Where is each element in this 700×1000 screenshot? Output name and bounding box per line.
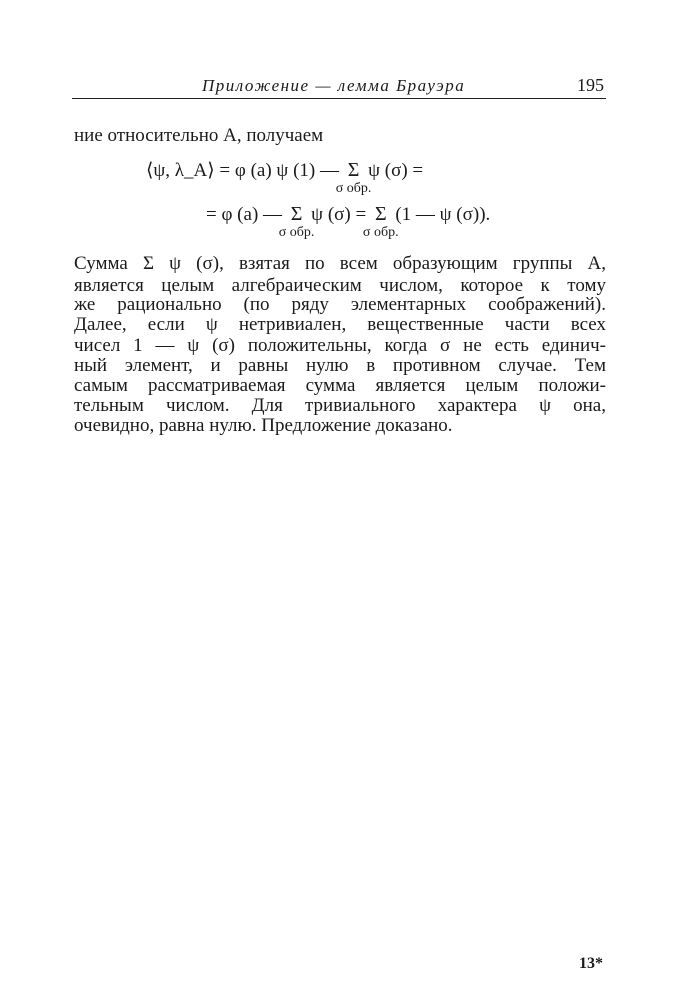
paragraph-line: ный элемент, и равны нулю в противном случае. Тем: [74, 355, 606, 376]
summation-2: [278, 203, 315, 240]
paragraph-line-1: [74, 254, 606, 273]
summation-3: [362, 203, 399, 240]
equation-line-1: [146, 159, 424, 196]
page-number: 195: [577, 75, 604, 95]
paragraph-last-line: очевидно, равна нулю. Предложение доказано.: [74, 415, 453, 436]
intro-line: ние относительно A, получаем: [74, 125, 324, 146]
equation-line-2: [206, 203, 491, 240]
paragraph-line: же рационально (по ряду элементарных соображений).: [74, 294, 606, 315]
sigma-inline-symbol: Σ: [142, 253, 155, 274]
paragraph-line: тельным числом. Для тривиального характера ψ она,: [74, 395, 606, 416]
equation-1-right: ψ (σ) =: [368, 160, 424, 181]
sigma-symbol: Σ: [347, 159, 360, 181]
equation-2-a: = φ (a) —: [206, 204, 283, 225]
running-head: [72, 76, 606, 99]
sum-subscript: σ обр.: [362, 225, 399, 240]
paragraph-line: является целым алгебраическим числом, которое к тому: [74, 275, 606, 296]
summation-1: [335, 159, 372, 196]
paragraph-line-1-pre: Сумма: [74, 253, 128, 274]
paragraph-line: Далее, если ψ нетривиален, вещественные части всех: [74, 314, 606, 335]
paragraph-line: чисел 1 — ψ (σ) положительны, когда σ не есть единич-: [74, 335, 606, 356]
equation-1-left: ⟨ψ, λ_A⟩ = φ (a) ψ (1) —: [146, 160, 339, 181]
paragraph-line-1-post: ψ (σ), взятая по всем образующим группы A,: [169, 253, 607, 274]
equation-2-c: (1 — ψ (σ)).: [395, 204, 491, 225]
equation-2-b: ψ (σ) =: [311, 204, 367, 225]
sigma-symbol: Σ: [374, 203, 387, 225]
sum-subscript: σ обр.: [335, 181, 372, 196]
signature-mark: 13*: [579, 955, 603, 972]
running-title: Приложение — лемма Брауэра: [202, 76, 466, 95]
sum-subscript: σ обр.: [278, 225, 315, 240]
paragraph-line: самым рассматриваемая сумма является целым положи-: [74, 375, 606, 396]
sigma-symbol: Σ: [290, 203, 303, 225]
